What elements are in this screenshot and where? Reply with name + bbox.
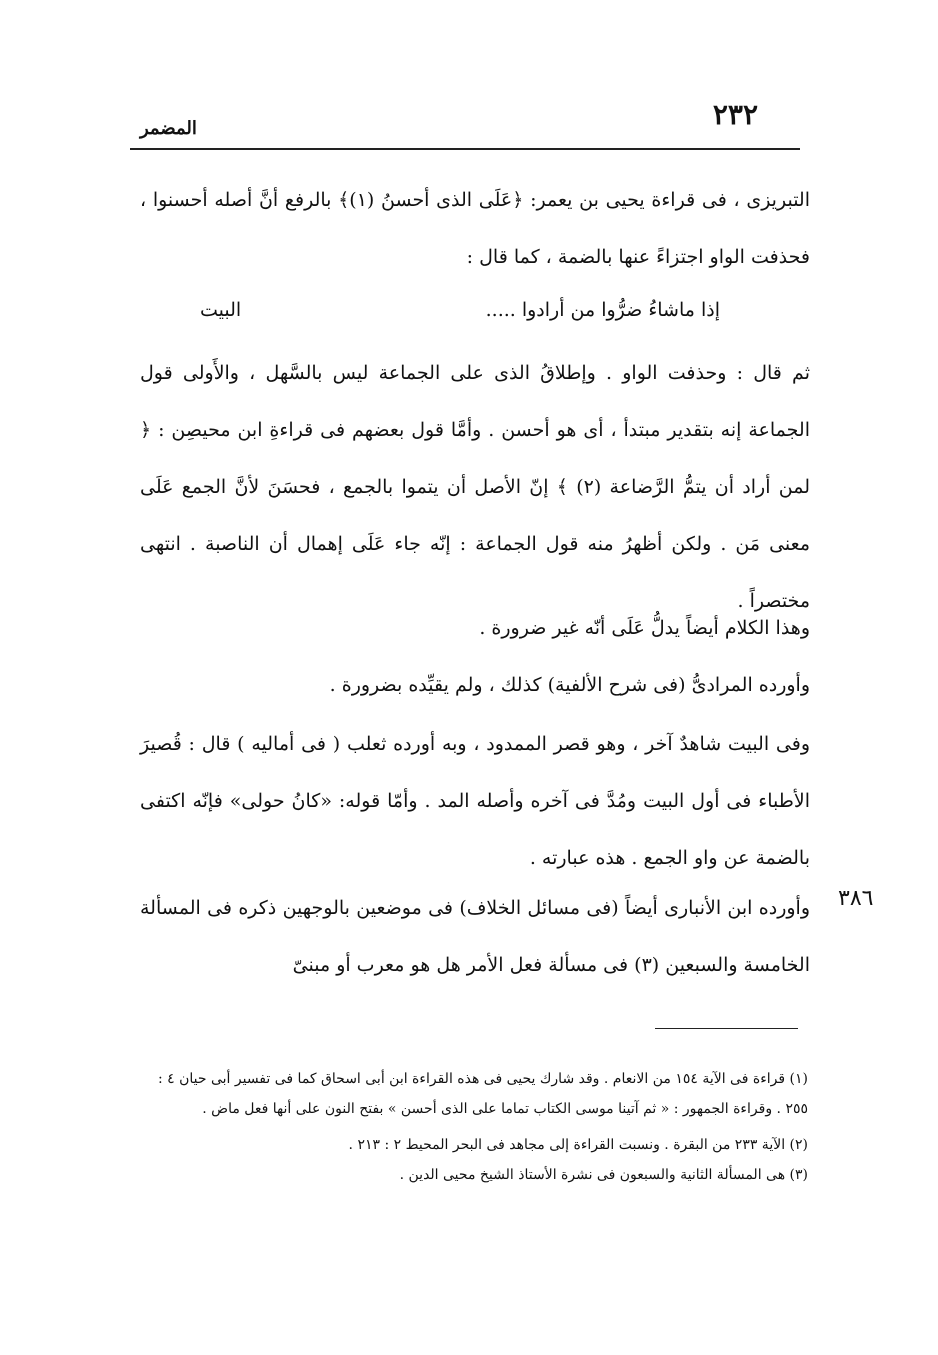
paragraph-5-text: وفى البيت شاهدٌ آخر ، وهو قصر الممدود ، وبه أورده ثعلب ( فى أماليه ) قال : قُصيرَ الأطباء فى أول البيت ومُدَّ فى آخره وأصله المد . وأمّا قوله: «كانُ حولى» فإنّه اكتفى بالضمة عن واو الجمع . هذه عبارته . [140, 733, 810, 869]
running-title: المضمر [140, 118, 197, 139]
paragraph-3-text: وهذا الكلام أيضاً يدلُّ عَلَى أنّه غير ضرورة . [479, 617, 810, 639]
paragraph-5 [140, 716, 810, 887]
footnote-1: (١) قراءة فى الآية ١٥٤ من الانعام . وقد شارك يحيى فى هذه القراءة ابن أبى اسحاق كما فى تفسير أبى حيان ٤ : ٢٥٥ . وقراءة الجمهور : « ثم آتينا موسى الكتاب تماما على الذى أحسن » بفتح النون على أنها فعل ماض . [157, 1071, 808, 1117]
footnote-2: (٢) الآية ٢٣٣ من البقرة . ونسبت القراءة إلى مجاهد فى البحر المحيط ٢ : ٢١٣ . [348, 1137, 808, 1153]
paragraph-3 [140, 600, 810, 657]
paragraph-4 [140, 657, 810, 714]
paragraph-6-text: وأورده ابن الأنبارى أيضاً (فى مسائل الخلاف) فى موضعين بالوجهين ذكره فى المسألة الخامسة والسبعين (٣) فى مسألة فعل الأمر هل هو معرب أو مبنىّ [140, 897, 810, 976]
page-number: ٢٣٢ [712, 98, 758, 131]
verse-text: إذا ماشاءُ ضرُّوا من أرادوا ..... [485, 299, 720, 321]
paragraph-1 [140, 172, 810, 286]
paragraph-6 [140, 880, 810, 994]
footnote-3: (٣) هى المسألة الثانية والسبعون فى نشرة الأستاذ الشيخ محيى الدين . [399, 1167, 808, 1183]
paragraph-2 [140, 345, 810, 630]
margin-page-reference: ٣٨٦ [838, 886, 874, 911]
header-rule [130, 148, 800, 150]
footnotes [140, 1064, 808, 1190]
paragraph-2-text: ثم قال : وحذفت الواو . وإطلاقُ الذى على الجماعة ليس بالسَّهل ، والأَولى قول الجماعة إنه بتقدير مبتدأ ، أى هو أحسن . وأمَّا قول بعضهم فى قراءةِ ابن محيصِن : ﴿ لمن أراد أن يتمُّ الرَّضاعة (٢) ﴾ إنّ الأصل أن يتموا بالجمع ، فحسَنَ لأنَّ الجمع عَلَى معنى مَن . ولكن أظهرُ منه قول الجماعة : إنّه جاء عَلَى إهمال أن الناصبة . انتهى مختصراً . [140, 362, 811, 612]
paragraph-1-text: التبريزى ، فى قراءة يحيى بن يعمر: ﴿عَلَى الذى أحسنُ (١)﴾ بالرفع أنَّ أصله أحسنوا ، فحذفت الواو اجتزاءً عنها بالضمة ، كما قال : [140, 189, 810, 268]
paragraph-4-text: وأورده المرادىُّ (فى شرح الألفية) كذلك ، ولم يقيِّده بضرورة . [329, 674, 810, 696]
verse-label: البيت [200, 299, 242, 321]
footnote-rule [655, 1028, 798, 1029]
